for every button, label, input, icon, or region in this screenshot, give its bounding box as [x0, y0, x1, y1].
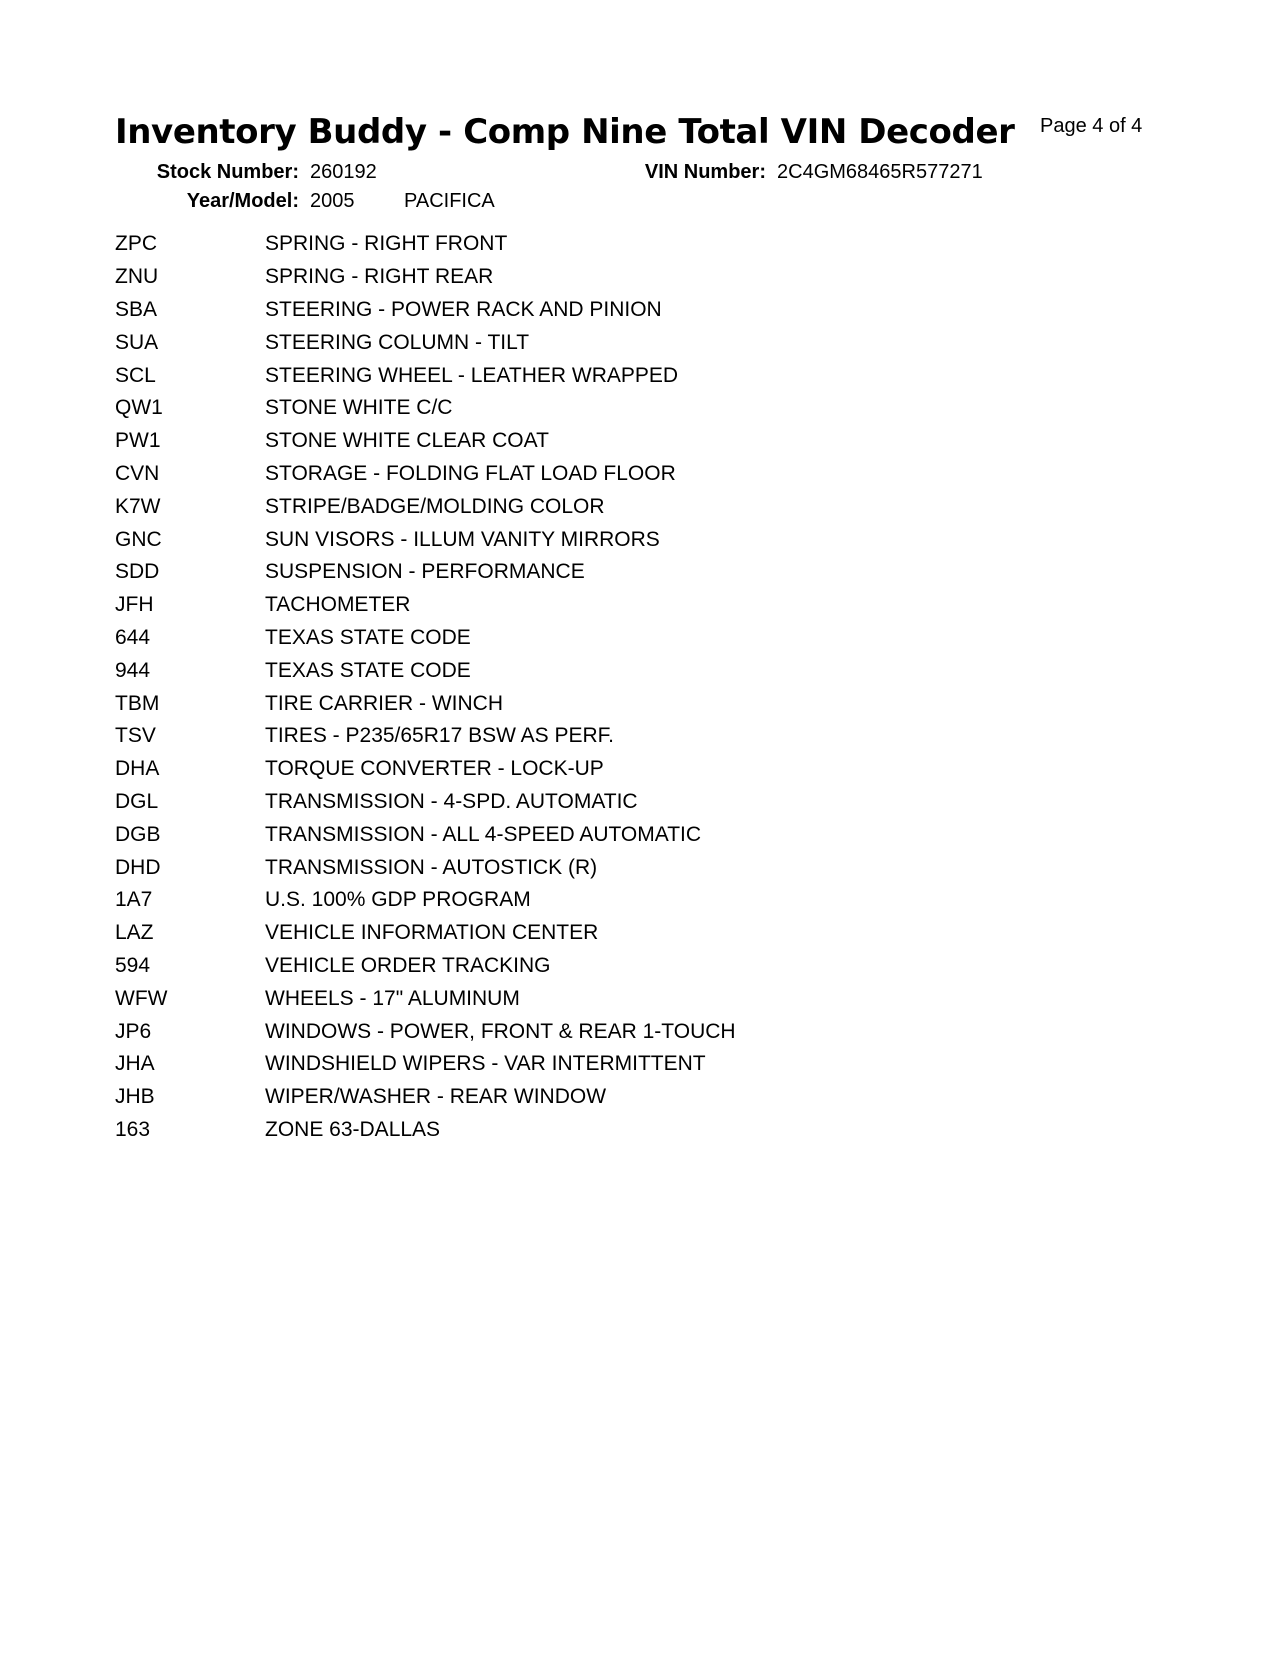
option-code: SBA [115, 297, 158, 321]
option-description: STONE WHITE CLEAR COAT [265, 429, 549, 453]
option-code: DHD [115, 855, 161, 879]
option-code: K7W [115, 494, 161, 518]
option-row [115, 392, 1015, 425]
option-code: 944 [115, 658, 151, 682]
option-row [115, 884, 1015, 917]
option-code: JFH [115, 593, 154, 617]
option-code: JP6 [115, 1019, 152, 1043]
option-description: WHEELS - 17" ALUMINUM [265, 986, 520, 1010]
option-code: 644 [115, 625, 151, 649]
option-description: STEERING COLUMN - TILT [265, 330, 530, 354]
option-code: JHB [115, 1085, 155, 1109]
option-row [115, 425, 1015, 458]
model-value: PACIFICA [404, 190, 495, 212]
stock-number-value: 260192 [310, 161, 377, 183]
option-description: U.S. 100% GDP PROGRAM [265, 888, 531, 912]
option-row [115, 654, 1015, 687]
option-description: STORAGE - FOLDING FLAT LOAD FLOOR [265, 461, 676, 485]
vin-number-value: 2C4GM68465R577271 [777, 161, 983, 183]
option-row [115, 228, 1015, 261]
stock-number-label: Stock Number: [156, 161, 299, 183]
option-description: TRANSMISSION - AUTOSTICK (R) [265, 855, 598, 879]
option-code: DGL [115, 789, 159, 813]
option-code: ZPC [115, 232, 157, 256]
option-code: LAZ [115, 921, 154, 945]
option-code: TBM [115, 691, 160, 715]
option-row [115, 523, 1015, 556]
option-row [115, 556, 1015, 589]
year-model-label: Year/Model: [186, 190, 299, 212]
option-code: QW1 [115, 396, 163, 420]
option-description: WINDSHIELD WIPERS - VAR INTERMITTENT [265, 1052, 706, 1076]
option-code-list [115, 228, 1015, 1146]
option-row [115, 294, 1015, 327]
option-description: STEERING - POWER RACK AND PINION [265, 297, 662, 321]
option-row [115, 1015, 1015, 1048]
option-row [115, 851, 1015, 884]
option-code: WFW [115, 986, 168, 1010]
option-code: SCL [115, 363, 156, 387]
option-description: SPRING - RIGHT REAR [265, 265, 494, 289]
option-description: TRANSMISSION - 4-SPD. AUTOMATIC [265, 789, 638, 813]
document-title: Inventory Buddy - Comp Nine Total VIN Decoder [115, 112, 1015, 152]
option-code: 163 [115, 1117, 151, 1141]
option-description: STRIPE/BADGE/MOLDING COLOR [265, 494, 605, 518]
option-description: TRANSMISSION - ALL 4-SPEED AUTOMATIC [265, 822, 702, 846]
option-description: ZONE 63-DALLAS [265, 1117, 441, 1141]
option-description: SUSPENSION - PERFORMANCE [265, 560, 585, 584]
option-row [115, 458, 1015, 491]
option-code: PW1 [115, 429, 161, 453]
page-indicator: Page 4 of 4 [1040, 115, 1143, 137]
option-description: WIPER/WASHER - REAR WINDOW [265, 1085, 607, 1109]
option-description: SPRING - RIGHT FRONT [265, 232, 508, 256]
option-code: TSV [115, 724, 156, 748]
option-row [115, 261, 1015, 294]
vin-number-label: VIN Number: [644, 161, 766, 183]
option-code: 1A7 [115, 888, 153, 912]
year-value: 2005 [310, 190, 355, 212]
option-description: TEXAS STATE CODE [265, 658, 471, 682]
option-description: SUN VISORS - ILLUM VANITY MIRRORS [265, 527, 660, 551]
option-description: STEERING WHEEL - LEATHER WRAPPED [265, 363, 679, 387]
option-code: 594 [115, 953, 151, 977]
option-row [115, 359, 1015, 392]
option-code: DGB [115, 822, 161, 846]
option-description: TIRES - P235/65R17 BSW AS PERF. [265, 724, 614, 748]
option-row [115, 982, 1015, 1015]
option-row [115, 1048, 1015, 1081]
option-code: GNC [115, 527, 162, 551]
option-row [115, 818, 1015, 851]
option-code: ZNU [115, 265, 159, 289]
option-row [115, 490, 1015, 523]
option-description: TORQUE CONVERTER - LOCK-UP [265, 757, 604, 781]
option-code: SUA [115, 330, 159, 354]
option-description: WINDOWS - POWER, FRONT & REAR 1-TOUCH [265, 1019, 736, 1043]
option-description: TIRE CARRIER - WINCH [265, 691, 503, 715]
option-row [115, 720, 1015, 753]
option-description: TACHOMETER [265, 593, 411, 617]
option-description: VEHICLE INFORMATION CENTER [265, 921, 599, 945]
option-description: TEXAS STATE CODE [265, 625, 471, 649]
option-description: VEHICLE ORDER TRACKING [265, 953, 551, 977]
option-description: STONE WHITE C/C [265, 396, 453, 420]
option-code: SDD [115, 560, 160, 584]
option-row [115, 950, 1015, 983]
option-row [115, 786, 1015, 819]
option-code: CVN [115, 461, 160, 485]
option-code: JHA [115, 1052, 155, 1076]
option-code: DHA [115, 757, 160, 781]
option-row [115, 589, 1015, 622]
option-row [115, 1081, 1015, 1114]
option-row [115, 753, 1015, 786]
option-row [115, 687, 1015, 720]
option-row [115, 326, 1015, 359]
option-row [115, 1114, 1015, 1147]
option-row [115, 917, 1015, 950]
option-row [115, 622, 1015, 655]
